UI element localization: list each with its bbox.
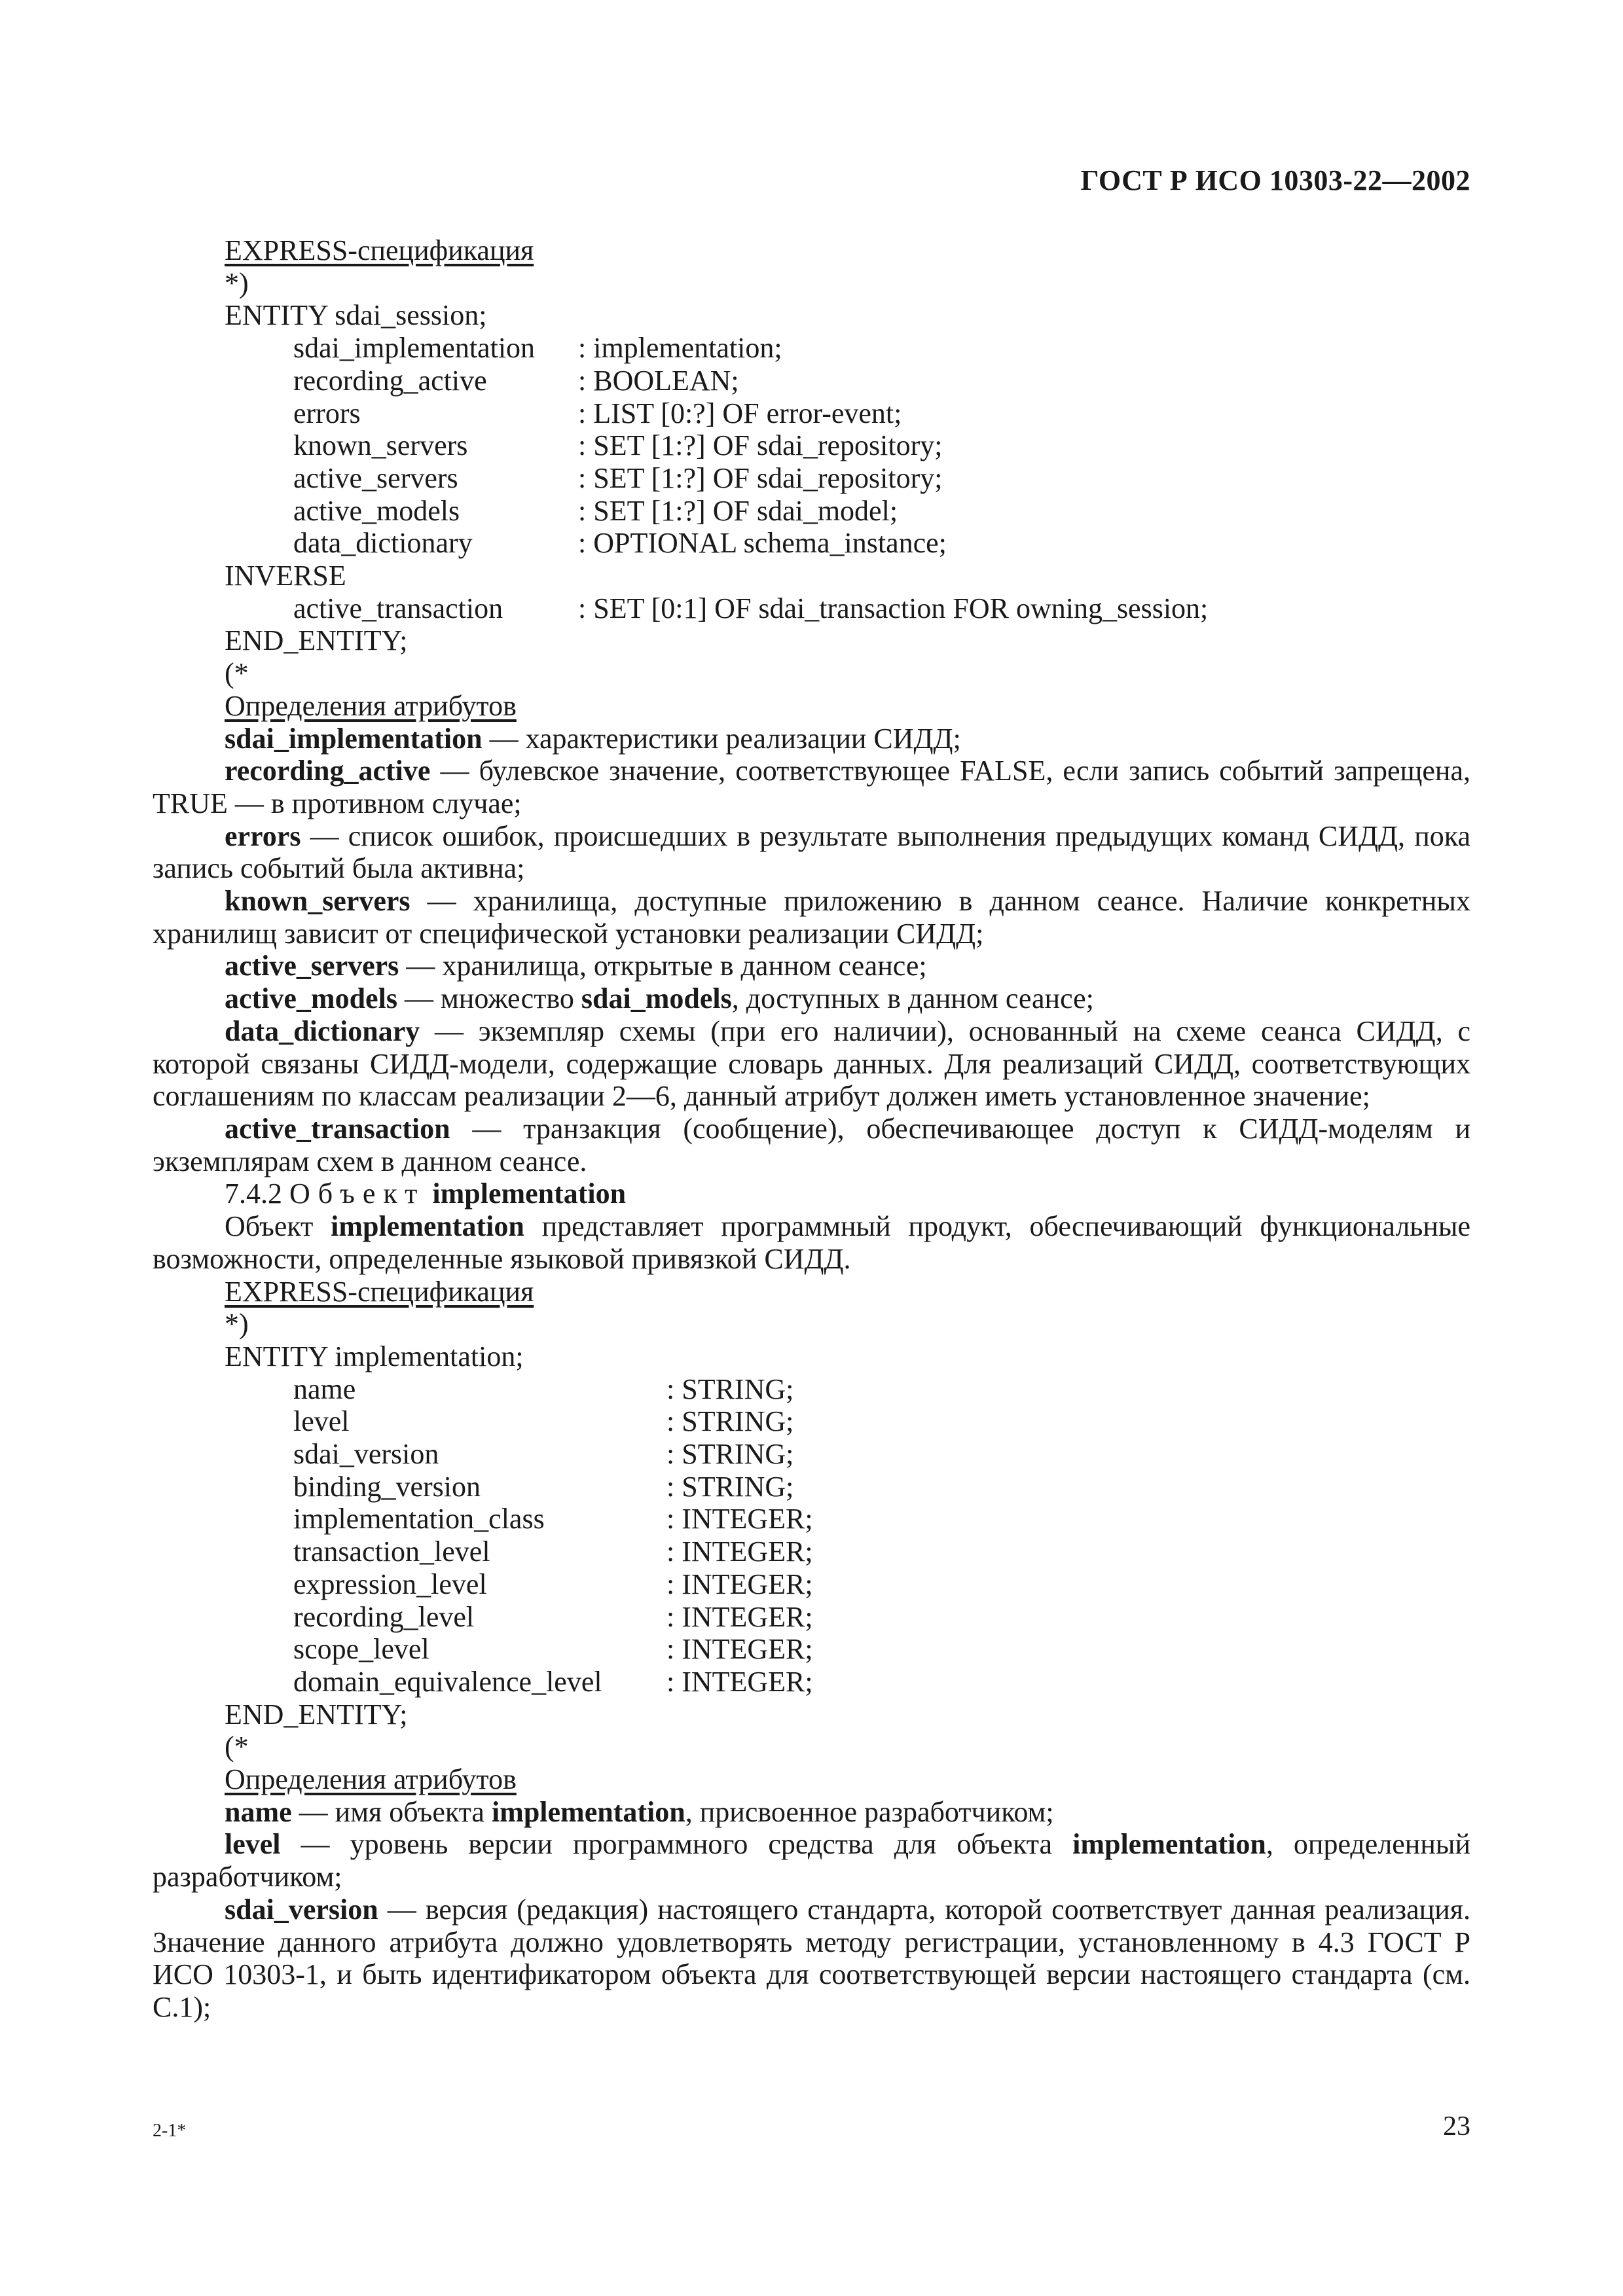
attribute-row: level : STRING; [293,1405,794,1438]
definition-paragraph: level — уровень версии программного средства для объекта implementation, определенный разработчиком; [153,1828,1471,1893]
comment-open: *) [225,266,249,299]
definition-paragraph: errors — список ошибок, происшедших в результате выполнения предыдущих команд СИДД, пока запись событий была активна; [153,819,1470,885]
attribute-row: sdai_implementation : implementation; [293,332,782,365]
section-intro: Объект implementation представляет программный продукт, обеспечивающий функциональные возможности, определенные языковой привязкой СИДД. [153,1210,1470,1275]
express-spec-heading: EXPRESS-спецификация [225,1275,534,1308]
definition-paragraph: data_dictionary — экземпляр схемы (при его наличии), основанный на схеме сеанса СИДД, с которой связаны СИДД-модели, содержащие словарь данных. Для реализаций СИДД, соответствующих соглашениям по классам реализации 2—6, данный атрибут должен иметь установленное значение; [153,1014,1470,1113]
comment-open: *) [225,1308,249,1340]
attribute-row: data_dictionary : OPTIONAL schema_instance; [293,527,947,560]
definition-paragraph: sdai_version — версия (редакция) настоящего стандарта, которой соответствует данная реализация. Значение данного атрибута должно удовлетворять методу регистрации, установленному в 4.3 ГОСТ Р ИСО 10303-1, и быть идентификатором объекта для соответствующей версии настоящего стандарта (см. С.1); [153,1893,1470,2023]
definition-paragraph: sdai_implementation — характеристики реализации СИДД; [225,722,961,755]
attribute-row: active_models : SET [1:?] OF sdai_model; [293,494,898,527]
definition-paragraph: name — имя объекта implementation, присвоенное разработчиком; [225,1795,1054,1828]
attribute-row: binding_version : STRING; [293,1470,794,1503]
attribute-list [153,332,1470,560]
comment-close: (* [225,657,249,690]
definition-paragraph: known_servers — хранилища, доступные приложению в данном сеансе. Наличие конкретных хранилищ зависит от специфической установки реализации СИДД; [153,885,1470,950]
attribute-row: known_servers : SET [1:?] OF sdai_repository; [293,429,943,462]
page-content [153,234,1470,2024]
entity-declaration: ENTITY sdai_session; [225,299,487,332]
inverse-keyword: INVERSE [225,560,346,592]
definition-paragraph: active_models — множество sdai_models, доступных в данном сеансе; [225,982,1094,1015]
attribute-row: name : STRING; [293,1372,794,1405]
attribute-row: sdai_version : STRING; [293,1438,794,1471]
attribute-row: recording_level : INTEGER; [293,1600,813,1633]
definitions-heading: Определения атрибутов [225,689,517,722]
footer-signature-mark: 2-1* [153,2121,187,2141]
entity-declaration: ENTITY implementation; [225,1340,524,1372]
attribute-row: errors : LIST [0:?] OF error-event; [293,397,902,429]
attribute-row: domain_equivalence_level : INTEGER; [293,1665,813,1698]
attribute-row: recording_active : BOOLEAN; [293,364,739,397]
definition-paragraph: active_transaction — транзакция (сообщение), обеспечивающее доступ к СИДД-моделям и экземплярам схем в данном сеансе. [153,1112,1470,1177]
definition-paragraph: recording_active — булевское значение, соответствующее FALSE, если запись событий запрещена, TRUE — в противном случае; [153,755,1470,819]
attribute-row: transaction_level : INTEGER; [293,1535,813,1568]
inverse-attribute-list [153,592,1470,625]
page-number: 23 [1443,2111,1470,2142]
attribute-row: active_transaction : SET [0:1] OF sdai_transaction FOR owning_session; [293,592,1209,624]
attribute-row: expression_level : INTEGER; [293,1568,813,1600]
attribute-row: implementation_class : INTEGER; [293,1503,813,1535]
end-entity: END_ENTITY; [225,624,408,657]
definition-paragraph: active_servers — хранилища, открытые в данном сеансе; [225,950,927,982]
end-entity: END_ENTITY; [225,1698,408,1731]
attribute-row: active_servers : SET [1:?] OF sdai_repository; [293,461,943,494]
attribute-list [153,1373,1470,1698]
comment-close: (* [225,1731,249,1763]
attribute-row: scope_level : INTEGER; [293,1633,813,1666]
express-spec-heading: EXPRESS-спецификация [225,234,534,266]
document-header-title: ГОСТ Р ИСО 10303-22—2002 [1080,164,1470,196]
definitions-heading: Определения атрибутов [225,1763,517,1796]
section-heading: 7.4.2 Объект implementation [225,1177,627,1210]
